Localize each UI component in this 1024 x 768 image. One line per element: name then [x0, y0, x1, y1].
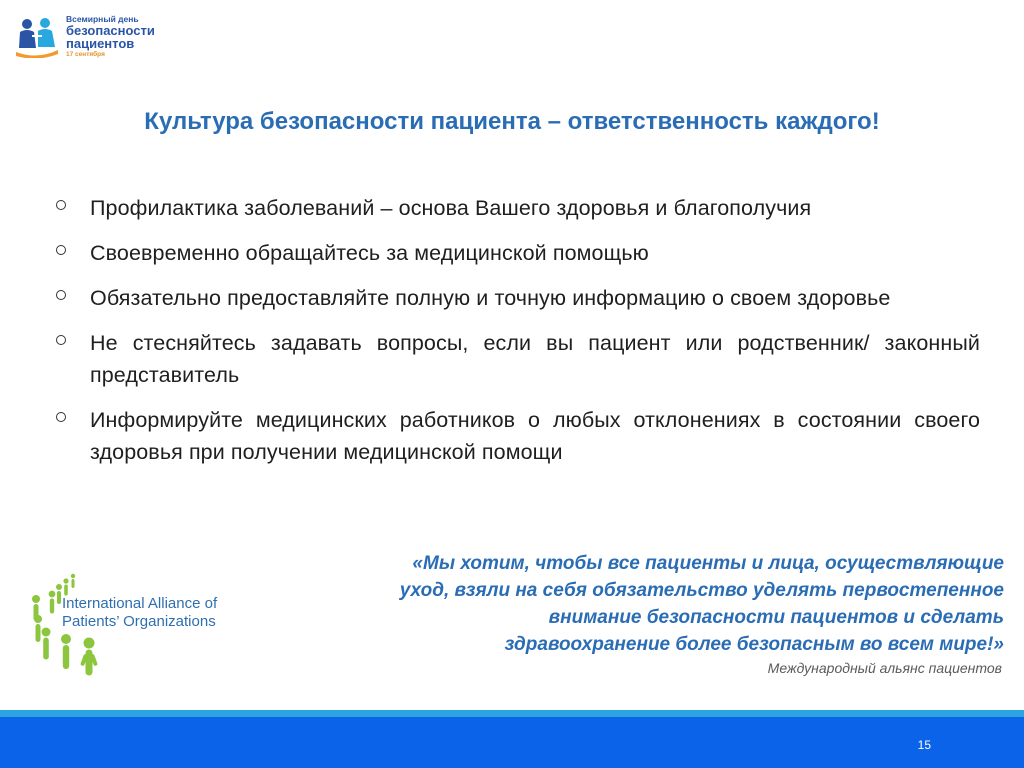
- event-logo: [14, 12, 184, 62]
- circle-bullet-icon: [56, 335, 66, 345]
- iapo-name: [62, 595, 217, 631]
- quote-line-2: уход, взяли на себя обязательство уделять первостепенное: [399, 580, 1004, 601]
- logo-line-4: 17 сентября: [66, 51, 105, 58]
- bullet-text: Информируйте медицинских работников о любых отклонениях в состоянии своего здоровья при получении медицинской помощи: [90, 408, 980, 464]
- bullet-text: Обязательно предоставляйте полную и точную информацию о своем здоровье: [90, 286, 891, 310]
- list-item: [52, 237, 980, 269]
- list-item: [52, 404, 980, 468]
- circle-bullet-icon: [56, 290, 66, 300]
- logo-line-3: пациентов: [66, 36, 135, 51]
- quote-line-3: внимание безопасности пациентов и сделать: [548, 607, 1004, 628]
- footer-stripe: [0, 710, 1024, 717]
- circle-bullet-icon: [56, 412, 66, 422]
- logo-line-2: безопасности: [66, 23, 155, 38]
- circle-bullet-icon: [56, 200, 66, 210]
- quote-attribution: Международный альянс пациентов: [767, 660, 1002, 676]
- logo-line-1: Всемирный день: [66, 14, 139, 24]
- quote: [284, 550, 1004, 658]
- quote-line-1: «Мы хотим, чтобы все пациенты и лица, осуществляющие: [412, 553, 1004, 574]
- slide-title: Культура безопасности пациента – ответственность каждого!: [144, 108, 880, 135]
- quote-line-4: здравоохранение более безопасным во всем мире!»: [504, 634, 1004, 655]
- list-item: [52, 327, 980, 391]
- iapo-logo: [26, 572, 256, 682]
- list-item: [52, 192, 980, 224]
- iapo-line-2: Patients’ Organizations: [62, 613, 216, 630]
- bullet-text: Профилактика заболеваний – основа Вашего здоровья и благополучия: [90, 196, 812, 220]
- people-handshake-icon: [14, 14, 60, 58]
- page-number: 15: [917, 738, 931, 752]
- bullet-text: Своевременно обращайтесь за медицинской помощью: [90, 241, 649, 265]
- bullet-text: Не стесняйтесь задавать вопросы, если вы пациент или родственник/ законный представитель: [90, 331, 980, 387]
- bullet-list: [52, 192, 980, 481]
- circle-bullet-icon: [56, 245, 66, 255]
- list-item: [52, 282, 980, 314]
- logo-text: [66, 14, 155, 59]
- iapo-line-1: International Alliance of: [62, 595, 218, 612]
- footer-bar: [0, 717, 1024, 768]
